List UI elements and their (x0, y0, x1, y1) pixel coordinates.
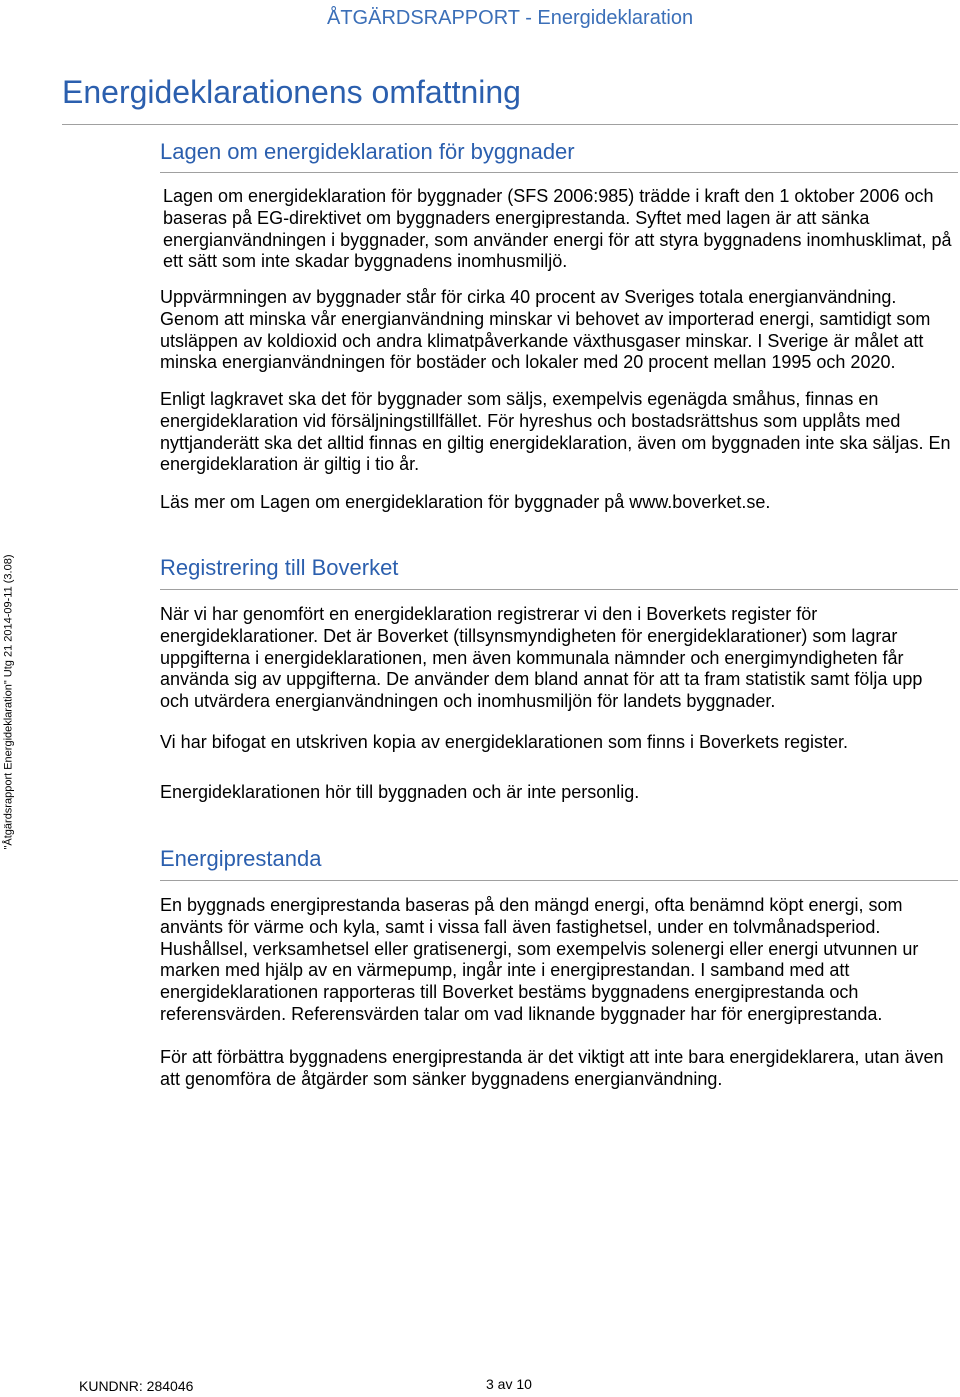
paragraph-line: Hushållsel, verksamhetsel eller gratisenergi, som exempelvis solenergi eller energi utvunnen ur (160, 938, 919, 959)
paragraph-line: använda sig av uppgifterna. De använder dem bland annat för att ta fram statistik samt följa upp (160, 669, 923, 690)
paragraph (163, 186, 952, 273)
paragraph-line: energideklaration vid försäljningstillfället. För hyreshus och bostadsrättshus som upplåts med (160, 410, 901, 431)
paragraph-line: och utvärdera energianvändningen och inomhusmiljön för landets byggnader. (160, 691, 776, 712)
section-heading: Energiprestanda (160, 846, 322, 871)
paragraph (160, 492, 770, 514)
paragraph-line: referensvärden. Referensvärden talar om vad liknande byggnader har för energiprestanda. (160, 1003, 883, 1024)
section-divider (160, 589, 958, 590)
paragraph (160, 287, 930, 374)
paragraph-line: energianvändningen i byggnader, som använder energi för att styra byggnadens inomhusklimat, på (163, 229, 952, 250)
paragraph (160, 604, 922, 713)
paragraph-line: ett sätt som inte skadar byggnadens inomhusmiljö. (163, 251, 568, 272)
paragraph-line: marken med hjälp av en värmepump, ingår inte i energiprestandan. I samband med att (160, 960, 850, 981)
paragraph-line: Lagen om energideklaration för byggnader (SFS 2006:985) trädde i kraft den 1 oktober 2006 och (163, 186, 934, 206)
side-margin-note: "Åtgärdsrapport Energideklaration" Utg 21 2014-09-11 (3.08) (2, 554, 15, 850)
paragraph-line: minska energianvändningen för bostäder och lokaler med 20 procent mellan 1995 och 2020. (160, 352, 896, 373)
paragraph-line: energideklaration är giltig i tio år. (160, 454, 420, 475)
paragraph-line: Vi har bifogat en utskriven kopia av energideklarationen som finns i Boverkets register. (160, 732, 849, 752)
paragraph-line: energideklarationen rapporteras till Boverket bestäms byggnadens energiprestanda och (160, 982, 859, 1003)
paragraph-line: uppgifterna i energideklarationen, men även kommunala nämnder och energimyndigheten får (160, 647, 904, 668)
title-divider (62, 124, 958, 125)
report-header: ÅTGÄRDSRAPPORT - Energideklaration (327, 7, 694, 29)
paragraph-line: För att förbättra byggnadens energiprestanda är det viktigt att inte bara energideklarera, utan även (160, 1047, 944, 1067)
paragraph-line: En byggnads energiprestanda baseras på den mängd energi, ofta benämnd köpt energi, som (160, 895, 903, 915)
paragraph-line: Uppvärmningen av byggnader står för cirka 40 procent av Sveriges totala energianvändning. (160, 287, 897, 307)
paragraph-line: Genom att minska vår energianvändning minskar vi behovet av importerad energi, samtidigt som (160, 308, 931, 329)
section-heading: Registrering till Boverket (160, 555, 399, 580)
paragraph-line: Enligt lagkravet ska det för byggnader som säljs, exempelvis egenägda småhus, finnas en (160, 389, 879, 409)
paragraph-line: nyttjanderätt ska det alltid finnas en giltig energideklaration, även om byggnaden inte ska säljas. En (160, 432, 951, 453)
section-heading: Lagen om energideklaration för byggnader (160, 139, 575, 164)
paragraph-line: baseras på EG-direktivet om byggnaders energiprestanda. Syftet med lagen är att sänka (163, 207, 870, 228)
paragraph (160, 389, 951, 476)
section-divider (160, 172, 958, 173)
paragraph-line: energideklarationer. Det är Boverket (tillsynsmyndigheten för energideklarationer) som lagrar (160, 625, 898, 646)
section-divider (160, 880, 958, 881)
paragraph-line: Läs mer om Lagen om energideklaration för byggnader på www.boverket.se. (160, 492, 771, 512)
paragraph-line: Energideklarationen hör till byggnaden och är inte personlig. (160, 782, 640, 802)
paragraph-line: använts för värme och kyla, samt i vissa fall även fastighetsel, under en tolvmånadsperiod. (160, 916, 881, 937)
paragraph-line: utsläppen av koldioxid och andra klimatpåverkande växthusgaser minskar. I Sverige är målet att (160, 330, 924, 351)
paragraph (160, 895, 918, 1026)
paragraph-line: att genomföra de åtgärder som sänker byggnadens energianvändning. (160, 1068, 723, 1089)
page-number: 3 av 10 (486, 1376, 532, 1392)
paragraph (160, 782, 639, 804)
customer-number: KUNDNR: 284046 (79, 1378, 194, 1394)
paragraph (160, 732, 848, 754)
paragraph-line: När vi har genomfört en energideklaration registrerar vi den i Boverkets register för (160, 604, 818, 624)
paragraph (160, 1047, 943, 1091)
page-title: Energideklarationens omfattning (62, 74, 521, 110)
